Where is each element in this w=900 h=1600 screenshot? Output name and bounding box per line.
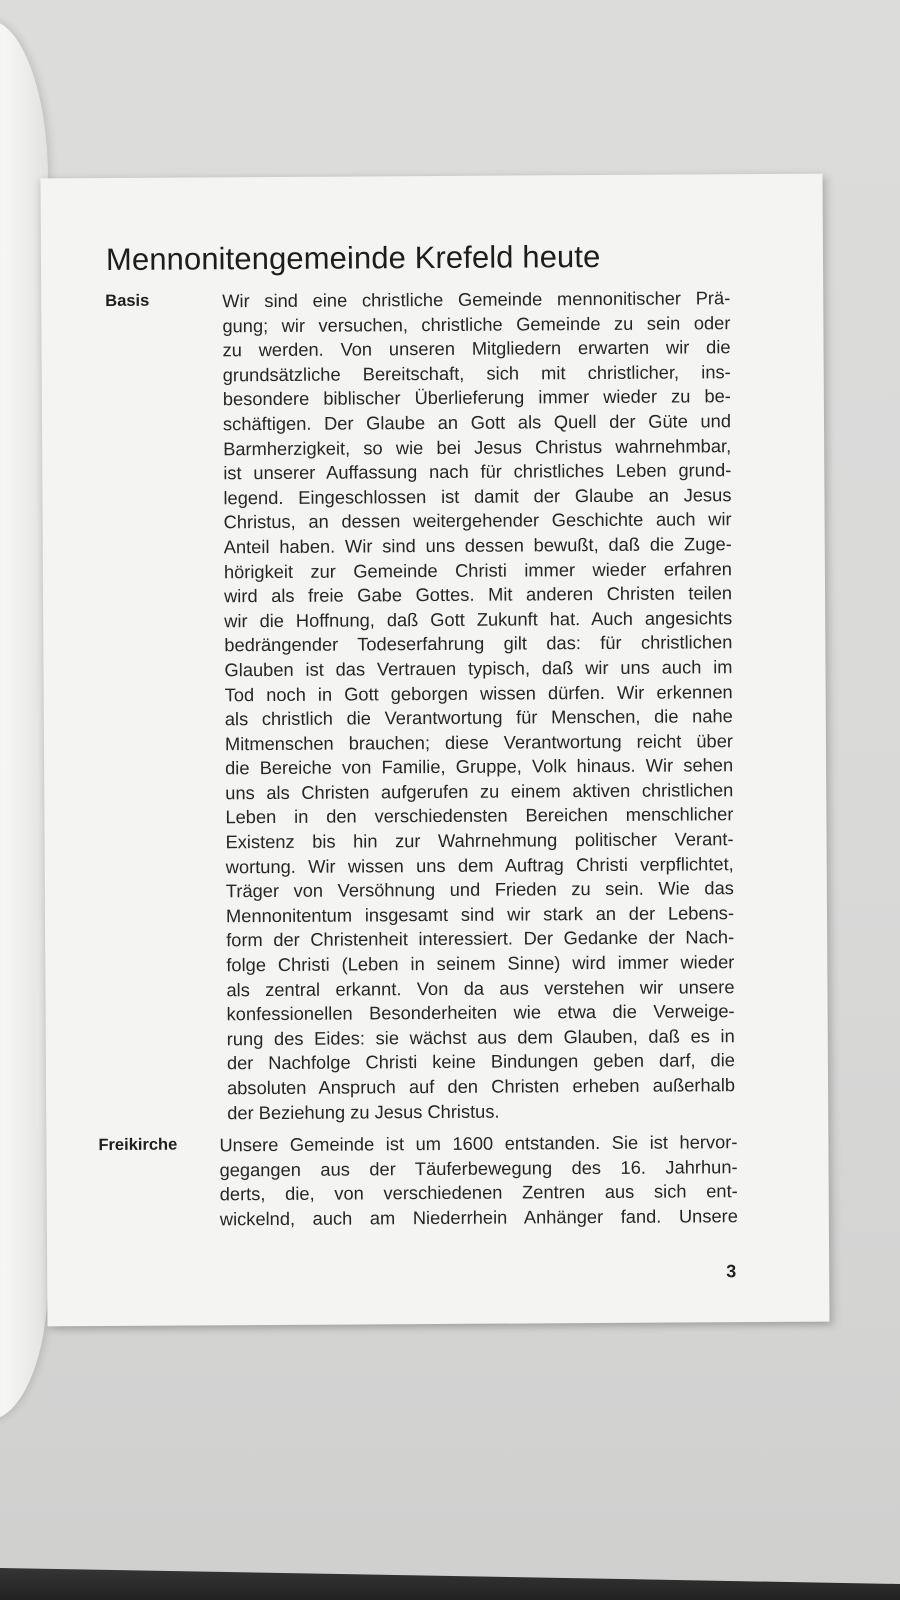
text-line: derts, die, von verschiedenen Zentren aus sich ent- <box>219 1180 738 1205</box>
text-line: legend. Eingeschlossen ist damit der Glaube an Jesus <box>223 483 732 509</box>
text-line: wickelnd, auch am Niederrhein Anhänger fand. Unsere <box>219 1204 738 1230</box>
text-line: als zentral erkannt. Von da aus verstehen wir unsere <box>226 975 735 1000</box>
text-line: Mitmenschen brauchen; diese Verantwortung reicht über <box>224 729 734 754</box>
text-line: besondere biblischer Überlieferung immer wieder zu be- <box>222 385 731 410</box>
text-line: folge Christi (Leben in seinem Sinne) wird immer wieder <box>226 951 735 976</box>
text-line: Christus, an dessen weitergehender Geschichte auch wir <box>223 508 732 533</box>
section-label-basis: Basis <box>105 291 150 311</box>
text-line: schäftigen. Der Glaube an Gott als Quell der Güte und <box>222 410 732 435</box>
text-line: wir die Hoffnung, daß Gott Zukunft hat. Auch angesichts <box>224 606 733 632</box>
text-line: Mennonitentum insgesamt sind wir stark an der Lebens- <box>225 902 735 927</box>
section-body-basis <box>222 286 735 1125</box>
text-line: der Nachfolge Christi keine Bindungen geben darf, die <box>226 1049 735 1074</box>
page-number: 3 <box>726 1261 737 1282</box>
text-line: form der Christenheit interessiert. Der Gedanke der Nach- <box>226 926 735 951</box>
text-line: hörigkeit zur Gemeinde Christi immer wieder erfahren <box>223 557 732 582</box>
text-line: wird als freie Gabe Gottes. Mit anderen Christen teilen <box>223 582 733 607</box>
text-line: rung des Eides: sie wächst aus dem Glauben, daß es in <box>226 1024 735 1050</box>
section-body-freikirche <box>219 1130 738 1232</box>
text-line: Glauben ist das Vertrauen typisch, daß wir uns auch im <box>224 656 733 681</box>
text-line: der Beziehung zu Jesus Christus. <box>227 1100 500 1123</box>
page-title: Mennonitengemeinde Krefeld heute <box>105 238 601 278</box>
text-line: gung; wir versuchen, christliche Gemeinde zu sein oder <box>222 311 731 336</box>
text-line: ist unserer Auffassung nach für christliches Leben grund- <box>223 459 732 484</box>
text-line: die Bereiche von Familie, Gruppe, Volk hinaus. Wir sehen <box>225 754 734 779</box>
text-line: Barmherzigkeit, so wie bei Jesus Christus wahrnehmbar, <box>223 434 732 459</box>
text-line: konfessionellen Besonderheiten wie etwa die Verweige- <box>226 1000 735 1025</box>
text-line: wortung. Wir wissen uns dem Auftrag Christi verpflichtet, <box>225 852 734 877</box>
text-line: grundsätzliche Bereitschaft, sich mit christlicher, ins- <box>222 360 731 386</box>
text-line: Wir sind eine christliche Gemeinde mennonitischer Prä- <box>222 287 731 312</box>
text-line: Träger von Versöhnung und Frieden zu sein. Wie das <box>225 877 734 902</box>
text-line: Tod noch in Gott geborgen wissen dürfen. Wir erkennen <box>224 680 733 705</box>
text-line: absoluten Anspruch auf den Christen erheben außerhalb <box>226 1074 736 1099</box>
document-page <box>41 174 830 1327</box>
section-label-freikirche: Freikirche <box>98 1135 178 1155</box>
text-line: Anteil haben. Wir sind uns dessen bewußt, daß die Zuge- <box>223 533 732 558</box>
text-line: gegangen aus der Täuferbewegung des 16. Jahrhun- <box>219 1155 738 1180</box>
text-line: bedrängender Todeserfahrung gilt das: für christlichen <box>224 631 733 656</box>
table-edge <box>0 1560 900 1600</box>
text-line: Leben in den verschiedensten Bereichen menschlicher <box>225 803 734 828</box>
text-line: Existenz bis hin zur Wahrnehmung politischer Verant- <box>225 828 734 853</box>
text-line: Unsere Gemeinde ist um 1600 entstanden. Sie ist hervor- <box>219 1131 738 1156</box>
text-line: uns als Christen aufgerufen zu einem aktiven christlichen <box>225 779 734 804</box>
text-line: zu werden. Von unseren Mitgliedern erwarten wir die <box>222 336 731 361</box>
text-line: als christlich die Verantwortung für Menschen, die nahe <box>224 705 733 730</box>
